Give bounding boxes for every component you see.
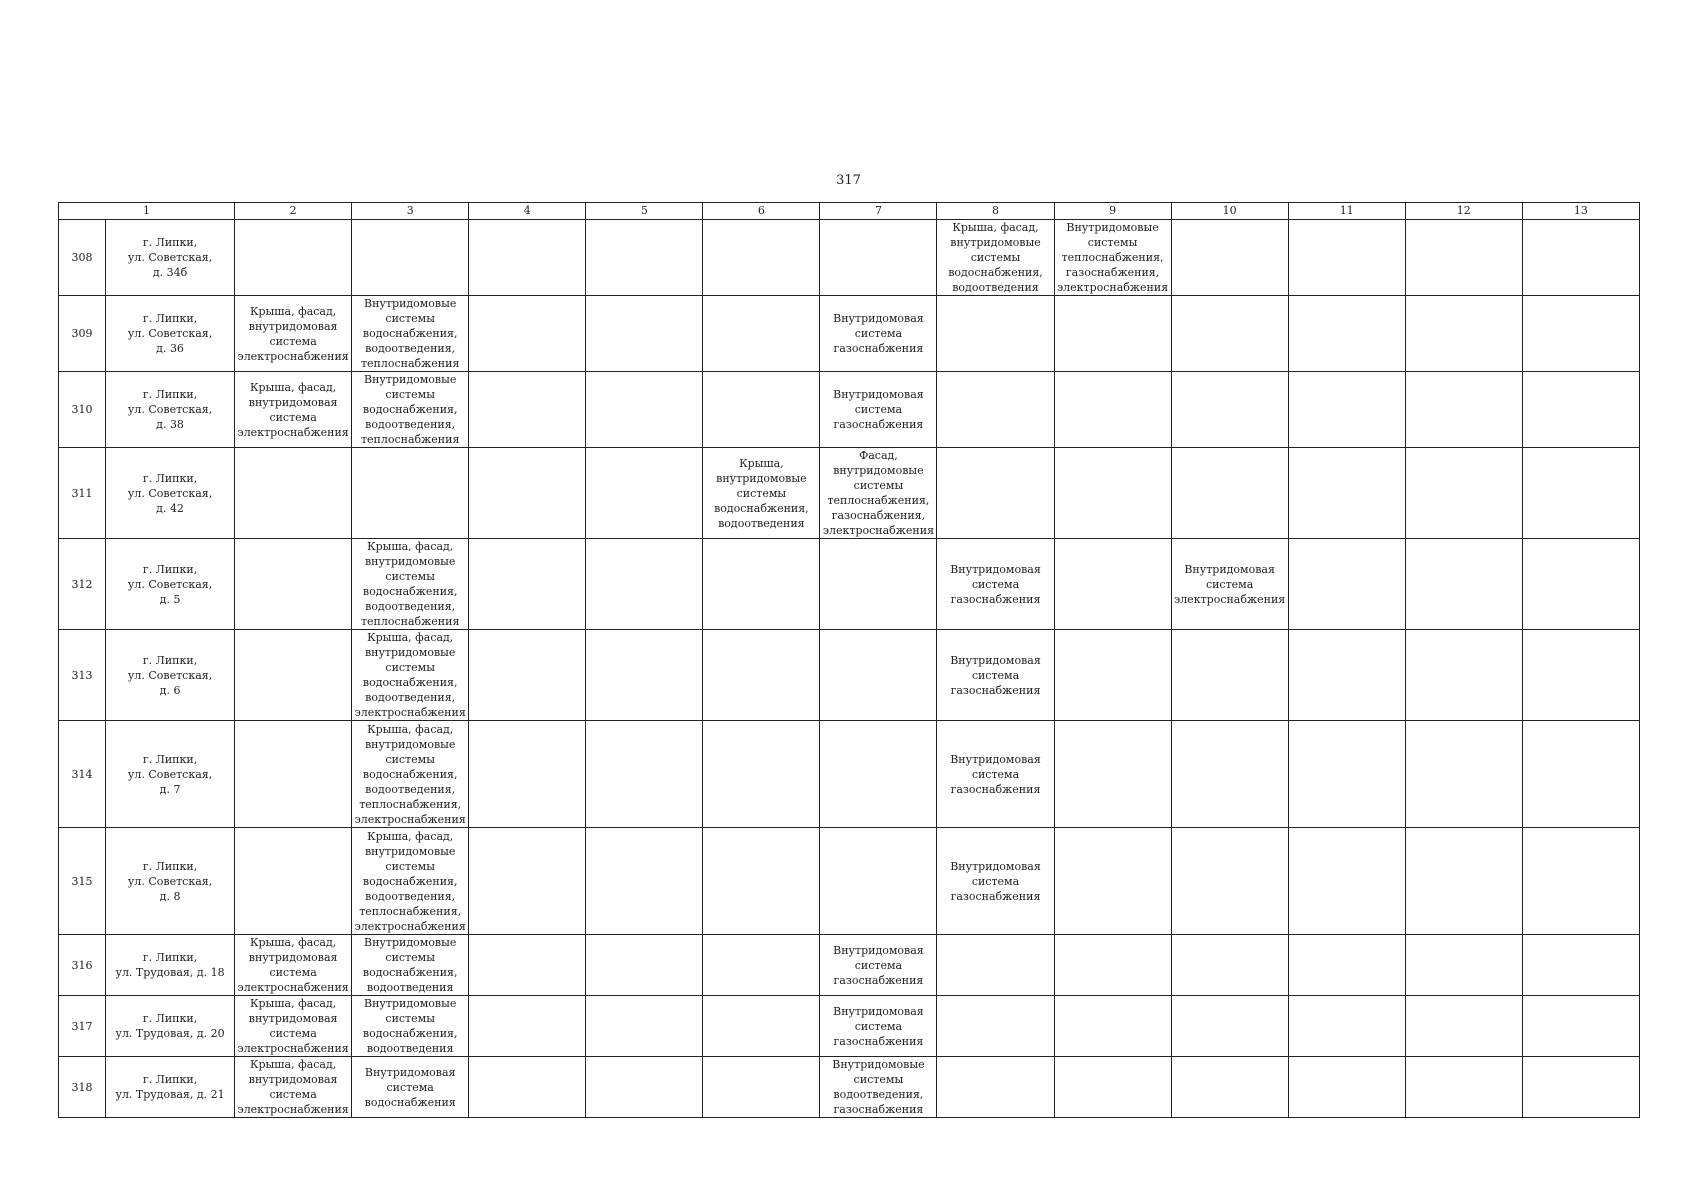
work-cell-col-3: Крыша, фасад, внутридомовые системы водоснабжения, водоотведения, теплоснабжения (352, 539, 469, 630)
work-cell-col-12 (1405, 448, 1522, 539)
work-cell-col-3: Крыша, фасад, внутридомовые системы водоснабжения, водоотведения, теплоснабжения, электроснабжения (352, 828, 469, 935)
work-cell-col-8 (937, 372, 1054, 448)
work-cell-col-12 (1405, 721, 1522, 828)
row-number: 312 (59, 539, 106, 630)
table-body (59, 220, 1640, 1118)
work-cell-col-2 (235, 828, 352, 935)
work-cell-col-11 (1288, 935, 1405, 996)
work-cell-col-7: Фасад, внутридомовые системы теплоснабжения, газоснабжения, электроснабжения (820, 448, 937, 539)
address-cell: г. Липки, ул. Трудовая, д. 18 (106, 935, 235, 996)
work-cell-col-10 (1171, 372, 1288, 448)
work-cell-col-3 (352, 220, 469, 296)
work-cell-col-3: Внутридомовые системы водоснабжения, водоотведения (352, 996, 469, 1057)
work-cell-col-6 (703, 296, 820, 372)
work-cell-col-13 (1522, 996, 1639, 1057)
row-number: 318 (59, 1057, 106, 1118)
work-cell-col-5 (586, 1057, 703, 1118)
address-cell: г. Липки, ул. Советская, д. 5 (106, 539, 235, 630)
work-cell-col-6 (703, 220, 820, 296)
work-cell-col-11 (1288, 1057, 1405, 1118)
work-cell-col-7: Внутридомовые системы водоотведения, газоснабжения (820, 1057, 937, 1118)
work-cell-col-13 (1522, 296, 1639, 372)
work-cell-col-12 (1405, 220, 1522, 296)
column-header: 4 (469, 203, 586, 220)
column-header: 3 (352, 203, 469, 220)
work-cell-col-8 (937, 296, 1054, 372)
work-cell-col-12 (1405, 1057, 1522, 1118)
work-cell-col-10 (1171, 828, 1288, 935)
work-cell-col-9 (1054, 828, 1171, 935)
work-cell-col-12 (1405, 828, 1522, 935)
column-header: 13 (1522, 203, 1639, 220)
work-cell-col-9 (1054, 996, 1171, 1057)
work-cell-col-12 (1405, 630, 1522, 721)
work-cell-col-7 (820, 630, 937, 721)
work-cell-col-13 (1522, 828, 1639, 935)
address-cell: г. Липки, ул. Советская, д. 36 (106, 296, 235, 372)
work-cell-col-13 (1522, 372, 1639, 448)
work-cell-col-11 (1288, 828, 1405, 935)
work-cell-col-6 (703, 721, 820, 828)
work-cell-col-2: Крыша, фасад, внутридомовая система электроснабжения (235, 1057, 352, 1118)
work-cell-col-4 (469, 1057, 586, 1118)
work-cell-col-5 (586, 935, 703, 996)
table-row (59, 539, 1640, 630)
work-cell-col-5 (586, 630, 703, 721)
work-cell-col-10 (1171, 1057, 1288, 1118)
work-cell-col-4 (469, 372, 586, 448)
work-cell-col-4 (469, 220, 586, 296)
work-cell-col-6 (703, 935, 820, 996)
work-cell-col-8 (937, 935, 1054, 996)
work-cell-col-10 (1171, 448, 1288, 539)
repair-schedule-table (58, 202, 1640, 1118)
work-cell-col-7 (820, 828, 937, 935)
work-cell-col-8: Внутридомовая система газоснабжения (937, 630, 1054, 721)
work-cell-col-6: Крыша, внутридомовые системы водоснабжения, водоотведения (703, 448, 820, 539)
work-cell-col-13 (1522, 630, 1639, 721)
work-cell-col-8: Внутридомовая система газоснабжения (937, 539, 1054, 630)
address-cell: г. Липки, ул. Советская, д. 42 (106, 448, 235, 539)
work-cell-col-9 (1054, 721, 1171, 828)
work-cell-col-10 (1171, 996, 1288, 1057)
work-cell-col-4 (469, 996, 586, 1057)
work-cell-col-7 (820, 721, 937, 828)
column-header: 12 (1405, 203, 1522, 220)
row-number: 311 (59, 448, 106, 539)
work-cell-col-13 (1522, 935, 1639, 996)
table-row (59, 721, 1640, 828)
work-cell-col-8: Крыша, фасад, внутридомовые системы водоснабжения, водоотведения (937, 220, 1054, 296)
work-cell-col-3: Крыша, фасад, внутридомовые системы водоснабжения, водоотведения, электроснабжения (352, 630, 469, 721)
work-cell-col-7 (820, 220, 937, 296)
work-cell-col-5 (586, 296, 703, 372)
column-header: 2 (235, 203, 352, 220)
work-cell-col-3: Внутридомовые системы водоснабжения, водоотведения, теплоснабжения (352, 372, 469, 448)
work-cell-col-9 (1054, 448, 1171, 539)
work-cell-col-3: Внутридомовые системы водоснабжения, водоотведения (352, 935, 469, 996)
address-cell: г. Липки, ул. Трудовая, д. 21 (106, 1057, 235, 1118)
row-number: 313 (59, 630, 106, 721)
work-cell-col-13 (1522, 448, 1639, 539)
address-cell: г. Липки, ул. Советская, д. 38 (106, 372, 235, 448)
work-cell-col-4 (469, 721, 586, 828)
work-cell-col-4 (469, 828, 586, 935)
table-row (59, 630, 1640, 721)
work-cell-col-6 (703, 539, 820, 630)
work-cell-col-11 (1288, 539, 1405, 630)
work-cell-col-5 (586, 372, 703, 448)
work-cell-col-9 (1054, 630, 1171, 721)
work-cell-col-3 (352, 448, 469, 539)
work-cell-col-12 (1405, 935, 1522, 996)
work-cell-col-11 (1288, 448, 1405, 539)
work-cell-col-10: Внутридомовая система электроснабжения (1171, 539, 1288, 630)
address-cell: г. Липки, ул. Трудовая, д. 20 (106, 996, 235, 1057)
work-cell-col-5 (586, 996, 703, 1057)
address-cell: г. Липки, ул. Советская, д. 8 (106, 828, 235, 935)
table-row (59, 220, 1640, 296)
row-number: 308 (59, 220, 106, 296)
column-header: 5 (586, 203, 703, 220)
column-header: 7 (820, 203, 937, 220)
work-cell-col-5 (586, 539, 703, 630)
work-cell-col-3: Внутридомовая система водоснабжения (352, 1057, 469, 1118)
work-cell-col-7: Внутридомовая система газоснабжения (820, 996, 937, 1057)
work-cell-col-7 (820, 539, 937, 630)
work-cell-col-12 (1405, 996, 1522, 1057)
table-row (59, 296, 1640, 372)
table-row (59, 935, 1640, 996)
work-cell-col-5 (586, 220, 703, 296)
work-cell-col-6 (703, 630, 820, 721)
work-cell-col-9 (1054, 935, 1171, 996)
work-cell-col-8: Внутридомовая система газоснабжения (937, 721, 1054, 828)
table-header-row (59, 203, 1640, 220)
work-cell-col-13 (1522, 721, 1639, 828)
work-cell-col-2: Крыша, фасад, внутридомовая система электроснабжения (235, 296, 352, 372)
work-cell-col-4 (469, 539, 586, 630)
work-cell-col-2 (235, 448, 352, 539)
work-cell-col-5 (586, 828, 703, 935)
table-row (59, 996, 1640, 1057)
work-cell-col-11 (1288, 220, 1405, 296)
work-cell-col-2 (235, 630, 352, 721)
work-cell-col-9 (1054, 539, 1171, 630)
row-number: 317 (59, 996, 106, 1057)
table-row (59, 828, 1640, 935)
work-cell-col-11 (1288, 372, 1405, 448)
work-cell-col-2: Крыша, фасад, внутридомовая система электроснабжения (235, 996, 352, 1057)
address-cell: г. Липки, ул. Советская, д. 6 (106, 630, 235, 721)
table-row (59, 372, 1640, 448)
page-number: 317 (836, 173, 861, 188)
table-row (59, 448, 1640, 539)
work-cell-col-2 (235, 220, 352, 296)
work-cell-col-4 (469, 296, 586, 372)
row-number: 315 (59, 828, 106, 935)
column-header: 9 (1054, 203, 1171, 220)
work-cell-col-2: Крыша, фасад, внутридомовая система электроснабжения (235, 935, 352, 996)
work-cell-col-7: Внутридомовая система газоснабжения (820, 935, 937, 996)
row-number: 316 (59, 935, 106, 996)
column-header: 10 (1171, 203, 1288, 220)
work-cell-col-11 (1288, 630, 1405, 721)
work-cell-col-5 (586, 721, 703, 828)
row-number: 309 (59, 296, 106, 372)
work-cell-col-10 (1171, 630, 1288, 721)
work-cell-col-12 (1405, 296, 1522, 372)
column-header: 6 (703, 203, 820, 220)
work-cell-col-4 (469, 630, 586, 721)
work-cell-col-13 (1522, 220, 1639, 296)
work-cell-col-6 (703, 828, 820, 935)
work-cell-col-4 (469, 935, 586, 996)
work-cell-col-13 (1522, 539, 1639, 630)
work-cell-col-10 (1171, 935, 1288, 996)
work-cell-col-9 (1054, 296, 1171, 372)
table-row (59, 1057, 1640, 1118)
work-cell-col-12 (1405, 372, 1522, 448)
work-cell-col-2 (235, 539, 352, 630)
work-cell-col-2 (235, 721, 352, 828)
work-cell-col-7: Внутридомовая система газоснабжения (820, 296, 937, 372)
work-cell-col-10 (1171, 296, 1288, 372)
work-cell-col-3: Внутридомовые системы водоснабжения, водоотведения, теплоснабжения (352, 296, 469, 372)
work-cell-col-12 (1405, 539, 1522, 630)
column-header: 11 (1288, 203, 1405, 220)
work-cell-col-6 (703, 372, 820, 448)
address-cell: г. Липки, ул. Советская, д. 7 (106, 721, 235, 828)
work-cell-col-8 (937, 996, 1054, 1057)
work-cell-col-7: Внутридомовая система газоснабжения (820, 372, 937, 448)
address-cell: г. Липки, ул. Советская, д. 34б (106, 220, 235, 296)
work-cell-col-11 (1288, 296, 1405, 372)
work-cell-col-9: Внутридомовые системы теплоснабжения, газоснабжения, электроснабжения (1054, 220, 1171, 296)
work-cell-col-10 (1171, 220, 1288, 296)
work-cell-col-8: Внутридомовая система газоснабжения (937, 828, 1054, 935)
work-cell-col-6 (703, 996, 820, 1057)
work-cell-col-4 (469, 448, 586, 539)
work-cell-col-6 (703, 1057, 820, 1118)
work-cell-col-13 (1522, 1057, 1639, 1118)
work-cell-col-11 (1288, 721, 1405, 828)
work-cell-col-8 (937, 448, 1054, 539)
column-header: 8 (937, 203, 1054, 220)
row-number: 310 (59, 372, 106, 448)
work-cell-col-9 (1054, 372, 1171, 448)
work-cell-col-2: Крыша, фасад, внутридомовая система электроснабжения (235, 372, 352, 448)
work-cell-col-8 (937, 1057, 1054, 1118)
row-number: 314 (59, 721, 106, 828)
column-header: 1 (59, 203, 235, 220)
work-cell-col-9 (1054, 1057, 1171, 1118)
work-cell-col-5 (586, 448, 703, 539)
work-cell-col-3: Крыша, фасад, внутридомовые системы водоснабжения, водоотведения, теплоснабжения, электроснабжения (352, 721, 469, 828)
work-cell-col-11 (1288, 996, 1405, 1057)
work-cell-col-10 (1171, 721, 1288, 828)
